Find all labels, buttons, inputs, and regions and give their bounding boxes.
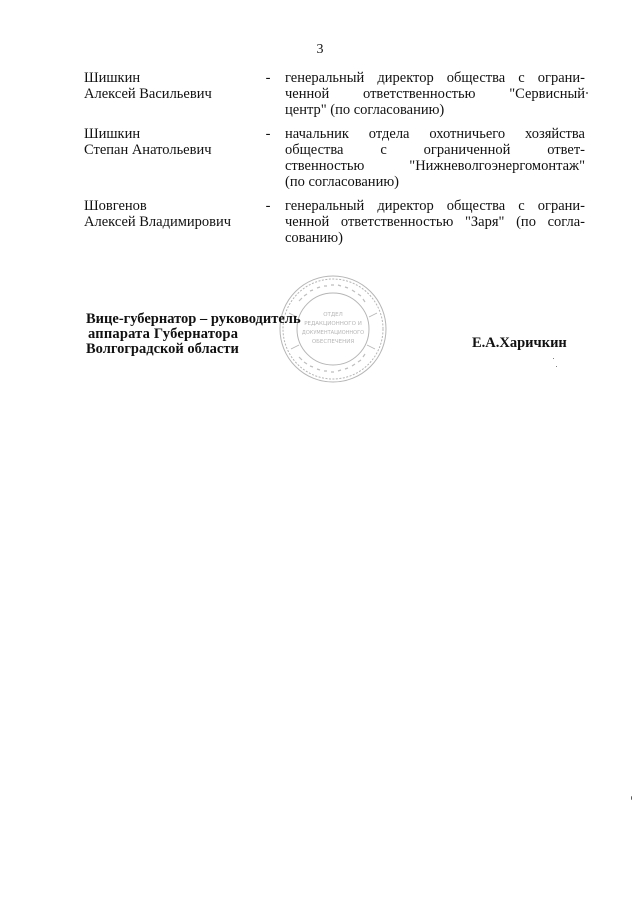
signatory-name: Е.А.Харичкин [472,335,567,351]
member-role [285,70,585,118]
member-role [285,126,585,190]
role-line: ченной ответственностью "Сервисный [285,86,585,102]
role-line: ченной ответственностью "Заря" (по согла- [285,214,585,230]
member-given-names: Степан Анатольевич [84,142,212,158]
stamp-ring-lettering [299,285,365,372]
role-line: генеральный директор общества с ограни- [285,198,585,214]
member-role [285,198,585,246]
role-line: ственностью "Нижневолгоэнергомонтаж" [285,158,585,174]
member-given-names: Алексей Васильевич [84,86,212,102]
stamp-text: ДОКУМЕНТАЦИОННОГО [301,330,365,336]
role-line: общества с ограниченной ответ- [285,142,585,158]
scan-speck [553,358,554,359]
position-line: Волгоградской области [86,341,239,357]
position-line: Вице-губернатор – руководитель [86,311,301,327]
scan-speck [586,92,588,94]
member-given-names: Алексей Владимирович [84,214,232,230]
member-surname: Шишкин [84,126,141,142]
stamp-text: ОТДЕЛ [323,312,343,318]
page-number: 3 [316,42,324,57]
role-line: (по согласованию) [285,174,399,190]
stamp-text: ОБЕСПЕЧЕНИЯ [311,339,355,345]
member-name [84,198,259,230]
entry-dash: - [265,126,271,142]
signatory-position [86,312,306,357]
entry-dash: - [265,70,271,86]
member-surname: Шишкин [84,70,141,86]
member-name [84,126,259,158]
role-line: центр" (по согласованию) [285,102,445,118]
stamp-text: РЕДАКЦИОННОГО И [304,321,362,327]
member-name [84,70,259,102]
entry-dash: - [265,198,271,214]
member-surname: Шовгенов [84,198,147,214]
scan-speck [631,796,632,800]
role-line: генеральный директор общества с ограни- [285,70,585,86]
role-line: сованию) [285,230,343,246]
scan-speck [556,366,557,367]
position-line: аппарата Губернатора [88,326,239,342]
role-line: начальник отдела охотничьего хозяйства [285,126,585,142]
